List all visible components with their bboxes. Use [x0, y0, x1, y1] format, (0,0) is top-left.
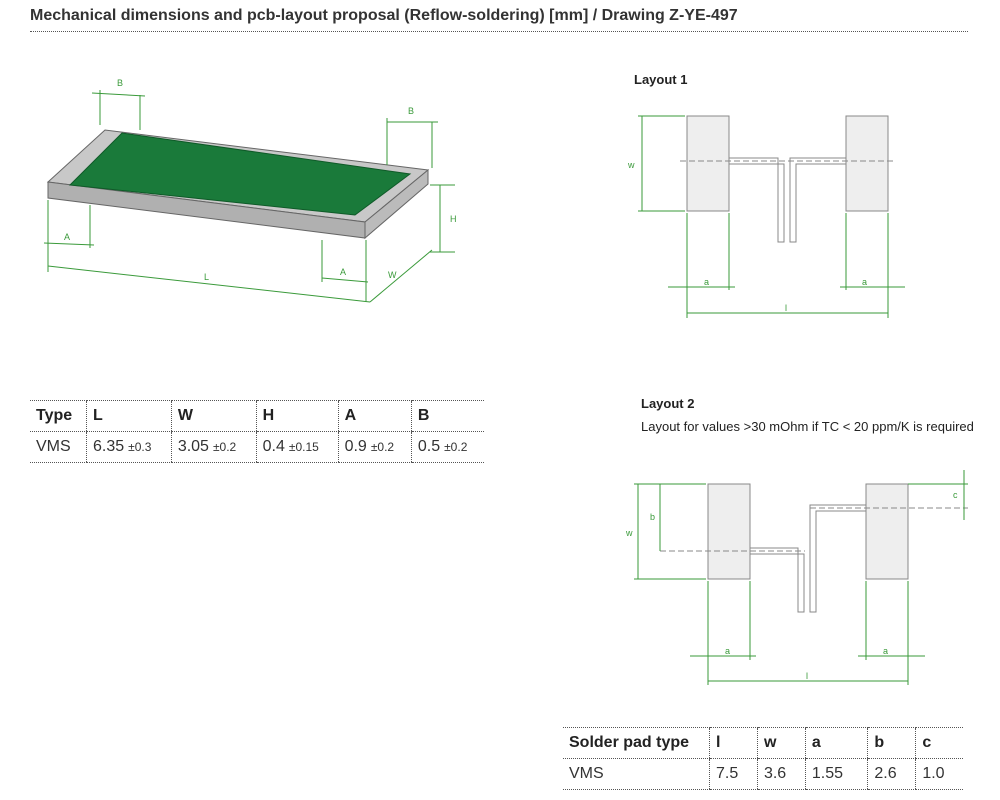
- header-h: H: [256, 401, 338, 432]
- layout1-label-w: w: [628, 160, 635, 170]
- cell-w: 3.05 ±0.2: [171, 432, 256, 463]
- pad-header-type: Solder pad type: [563, 728, 710, 759]
- pad-cell-c: 1.0: [916, 759, 963, 790]
- table-row: [563, 759, 963, 790]
- header-b: B: [411, 401, 484, 432]
- dim-label-a-left: A: [64, 232, 71, 242]
- layout1-drawing: [627, 116, 905, 318]
- pad-cell-l: 7.5: [710, 759, 758, 790]
- layout2-pad-left: [708, 484, 750, 579]
- pad-header-w: w: [757, 728, 805, 759]
- pad-header-l: l: [710, 728, 758, 759]
- page-title: Mechanical dimensions and pcb-layout proposal (Reflow-soldering) [mm] / Drawing Z-YE-497: [30, 7, 738, 24]
- pad-cell-a: 1.55: [805, 759, 868, 790]
- layout1-pad-left: [687, 116, 729, 211]
- layout2-label-a-right: a: [883, 646, 889, 656]
- cell-a: 0.9 ±0.2: [338, 432, 411, 463]
- dimensions-table: [30, 400, 484, 463]
- dim-label-h: H: [450, 214, 457, 224]
- layout1-label-l: l: [785, 303, 787, 313]
- dim-label-b-top: B: [117, 78, 124, 88]
- cell-type: VMS: [30, 432, 87, 463]
- dim-label-l: L: [204, 272, 210, 282]
- pad-cell-w: 3.6: [757, 759, 805, 790]
- layout2-heading: Layout 2: [641, 396, 695, 411]
- pad-cell-type: VMS: [563, 759, 710, 790]
- header-w: W: [171, 401, 256, 432]
- pad-header-c: c: [916, 728, 963, 759]
- dim-label-b-right: B: [408, 106, 415, 116]
- layout1-label-a-left: a: [704, 277, 710, 287]
- solder-pad-table: [563, 727, 963, 790]
- layout2-label-a-left: a: [725, 646, 731, 656]
- header-l: L: [87, 401, 172, 432]
- dim-label-a-right: A: [340, 267, 347, 277]
- pad-header-b: b: [868, 728, 916, 759]
- header-type: Type: [30, 401, 87, 432]
- component-drawing: [44, 78, 457, 302]
- table-row: [30, 432, 484, 463]
- pad-header-a: a: [805, 728, 868, 759]
- layout2-note: Layout for values >30 mOhm if TC < 20 ppm/K is required: [641, 419, 974, 434]
- layout2-pad-right: [866, 484, 908, 579]
- pad-cell-b: 2.6: [868, 759, 916, 790]
- cell-l: 6.35 ±0.3: [87, 432, 172, 463]
- layout2-label-b: b: [650, 512, 656, 522]
- cell-b: 0.5 ±0.2: [411, 432, 484, 463]
- layout2-label-l: l: [806, 671, 808, 681]
- pad-table-header: [563, 728, 963, 759]
- layout1-pad-right: [846, 116, 888, 211]
- cell-h: 0.4 ±0.15: [256, 432, 338, 463]
- header-a: A: [338, 401, 411, 432]
- layout2-drawing: [625, 470, 968, 685]
- dim-label-w: W: [388, 270, 397, 280]
- layout2-label-w: w: [626, 528, 633, 538]
- layout1-heading: Layout 1: [634, 72, 688, 87]
- layout1-label-a-right: a: [862, 277, 868, 287]
- dimensions-table-header: [30, 401, 484, 432]
- layout2-label-c: c: [953, 490, 958, 500]
